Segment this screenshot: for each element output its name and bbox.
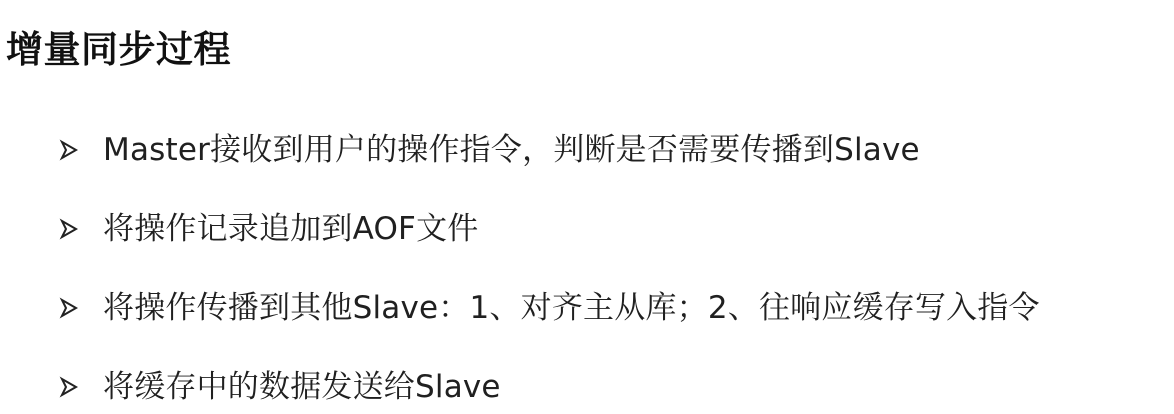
chevron-right-icon <box>56 137 82 163</box>
chevron-right-icon <box>56 374 82 400</box>
bullet-item <box>56 361 1040 413</box>
bullet-item <box>56 124 1040 176</box>
chevron-right-icon <box>56 216 82 242</box>
chevron-right-icon <box>56 295 82 321</box>
bullet-list <box>56 124 1040 413</box>
bullet-text: 将操作传播到其他Slave：1、对齐主从库；2、往响应缓存写入指令 <box>103 290 1040 326</box>
slide-title: 增量同步过程 <box>6 28 231 71</box>
bullet-item <box>56 282 1040 334</box>
bullet-text: Master接收到用户的操作指令，判断是否需要传播到Slave <box>103 132 920 168</box>
bullet-text: 将操作记录追加到AOF文件 <box>103 211 479 247</box>
bullet-text: 将缓存中的数据发送给Slave <box>103 369 501 405</box>
bullet-item <box>56 203 1040 255</box>
